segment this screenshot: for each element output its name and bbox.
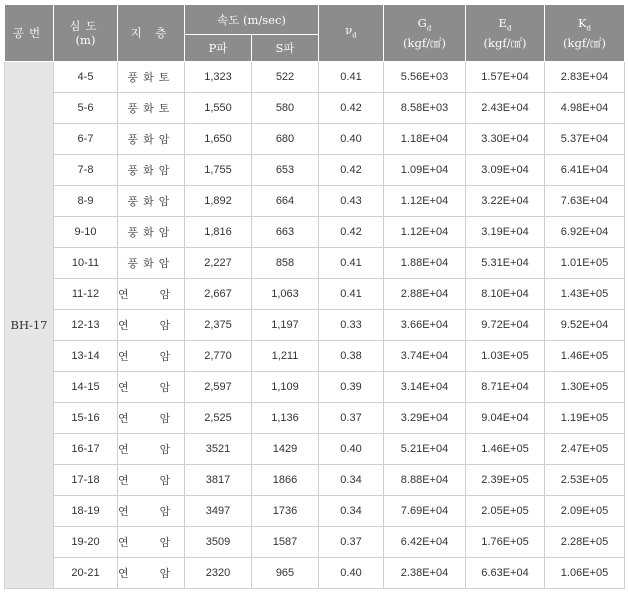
elastic-modulus-cell: 1.57E+04 xyxy=(466,62,545,93)
p-velocity-cell: 2,667 xyxy=(185,279,252,310)
elastic-modulus-cell: 3.09E+04 xyxy=(466,155,545,186)
table-row xyxy=(5,558,625,589)
dynamic-properties-table xyxy=(4,4,625,589)
bulk-modulus-cell: 2.28E+05 xyxy=(545,527,625,558)
bulk-modulus-cell: 7.63E+04 xyxy=(545,186,625,217)
p-velocity-cell: 3509 xyxy=(185,527,252,558)
header-bulk-modulus: $K_d$ (kgf/㎠) xyxy=(545,5,625,62)
poisson-ratio-cell: 0.41 xyxy=(319,279,384,310)
stratum-cell: 연 암 xyxy=(118,527,185,558)
borehole-id: BH-17 xyxy=(5,62,54,589)
p-velocity-cell: 1,816 xyxy=(185,217,252,248)
elastic-modulus-cell: 2.05E+05 xyxy=(466,496,545,527)
s-velocity-cell: 680 xyxy=(252,124,319,155)
s-velocity-cell: 580 xyxy=(252,93,319,124)
stratum-cell: 연 암 xyxy=(118,558,185,589)
stratum-cell: 연 암 xyxy=(118,310,185,341)
table-row xyxy=(5,62,625,93)
stratum-cell: 풍화토 xyxy=(118,93,185,124)
p-velocity-cell: 2,770 xyxy=(185,341,252,372)
table-row xyxy=(5,527,625,558)
stratum-cell: 풍화암 xyxy=(118,124,185,155)
bulk-modulus-cell: 6.92E+04 xyxy=(545,217,625,248)
stratum-cell: 연 암 xyxy=(118,465,185,496)
s-velocity-cell: 1,197 xyxy=(252,310,319,341)
table-row xyxy=(5,465,625,496)
elastic-modulus-cell: 1.76E+05 xyxy=(466,527,545,558)
elastic-modulus-cell: 8.71E+04 xyxy=(466,372,545,403)
p-velocity-cell: 2320 xyxy=(185,558,252,589)
p-velocity-cell: 3817 xyxy=(185,465,252,496)
header-poisson: $\nu_d$ xyxy=(319,5,384,62)
depth-cell: 6-7 xyxy=(54,124,118,155)
s-velocity-cell: 653 xyxy=(252,155,319,186)
p-velocity-cell: 2,525 xyxy=(185,403,252,434)
s-velocity-cell: 1,211 xyxy=(252,341,319,372)
shear-modulus-cell: 3.66E+04 xyxy=(384,310,466,341)
elastic-modulus-cell: 9.04E+04 xyxy=(466,403,545,434)
shear-modulus-cell: 8.88E+04 xyxy=(384,465,466,496)
stratum-cell: 풍화암 xyxy=(118,155,185,186)
shear-modulus-cell: 2.88E+04 xyxy=(384,279,466,310)
poisson-ratio-cell: 0.43 xyxy=(319,186,384,217)
depth-cell: 12-13 xyxy=(54,310,118,341)
shear-modulus-cell: 1.88E+04 xyxy=(384,248,466,279)
depth-cell: 5-6 xyxy=(54,93,118,124)
stratum-cell: 풍화암 xyxy=(118,248,185,279)
shear-modulus-cell: 8.58E+03 xyxy=(384,93,466,124)
elastic-modulus-cell: 3.19E+04 xyxy=(466,217,545,248)
depth-cell: 13-14 xyxy=(54,341,118,372)
poisson-ratio-cell: 0.38 xyxy=(319,341,384,372)
stratum-cell: 연 암 xyxy=(118,341,185,372)
bulk-modulus-cell: 1.43E+05 xyxy=(545,279,625,310)
s-velocity-cell: 1429 xyxy=(252,434,319,465)
depth-cell: 17-18 xyxy=(54,465,118,496)
bulk-modulus-cell: 2.09E+05 xyxy=(545,496,625,527)
s-velocity-cell: 965 xyxy=(252,558,319,589)
table-row xyxy=(5,279,625,310)
poisson-ratio-cell: 0.41 xyxy=(319,248,384,279)
elastic-modulus-cell: 5.31E+04 xyxy=(466,248,545,279)
depth-cell: 20-21 xyxy=(54,558,118,589)
s-velocity-cell: 858 xyxy=(252,248,319,279)
bulk-modulus-cell: 9.52E+04 xyxy=(545,310,625,341)
s-velocity-cell: 664 xyxy=(252,186,319,217)
s-velocity-cell: 1,063 xyxy=(252,279,319,310)
header-hole: 공번 xyxy=(5,5,54,62)
elastic-modulus-cell: 2.39E+05 xyxy=(466,465,545,496)
p-velocity-cell: 3521 xyxy=(185,434,252,465)
elastic-modulus-cell: 8.10E+04 xyxy=(466,279,545,310)
elastic-modulus-cell: 1.03E+05 xyxy=(466,341,545,372)
table-row xyxy=(5,155,625,186)
depth-cell: 16-17 xyxy=(54,434,118,465)
p-velocity-cell: 2,375 xyxy=(185,310,252,341)
shear-modulus-cell: 3.29E+04 xyxy=(384,403,466,434)
s-velocity-cell: 1866 xyxy=(252,465,319,496)
stratum-cell: 풍화토 xyxy=(118,62,185,93)
shear-modulus-cell: 1.12E+04 xyxy=(384,217,466,248)
elastic-modulus-cell: 3.30E+04 xyxy=(466,124,545,155)
depth-cell: 15-16 xyxy=(54,403,118,434)
poisson-ratio-cell: 0.37 xyxy=(319,527,384,558)
poisson-ratio-cell: 0.41 xyxy=(319,62,384,93)
stratum-cell: 연 암 xyxy=(118,496,185,527)
table-row xyxy=(5,310,625,341)
table-row xyxy=(5,124,625,155)
table-row xyxy=(5,248,625,279)
p-velocity-cell: 1,892 xyxy=(185,186,252,217)
p-velocity-cell: 3497 xyxy=(185,496,252,527)
depth-cell: 7-8 xyxy=(54,155,118,186)
header-velocity: 속도 (m/sec) xyxy=(185,5,319,35)
p-velocity-cell: 1,550 xyxy=(185,93,252,124)
header-elastic-modulus: $E_d$ (kgf/㎠) xyxy=(466,5,545,62)
depth-cell: 14-15 xyxy=(54,372,118,403)
table-body xyxy=(5,62,625,589)
p-velocity-cell: 1,755 xyxy=(185,155,252,186)
bulk-modulus-cell: 2.53E+05 xyxy=(545,465,625,496)
bulk-modulus-cell: 2.83E+04 xyxy=(545,62,625,93)
shear-modulus-cell: 1.09E+04 xyxy=(384,155,466,186)
table-row xyxy=(5,372,625,403)
bulk-modulus-cell: 1.46E+05 xyxy=(545,341,625,372)
poisson-ratio-cell: 0.40 xyxy=(319,434,384,465)
s-velocity-cell: 663 xyxy=(252,217,319,248)
poisson-ratio-cell: 0.40 xyxy=(319,124,384,155)
s-velocity-cell: 1736 xyxy=(252,496,319,527)
shear-modulus-cell: 7.69E+04 xyxy=(384,496,466,527)
p-velocity-cell: 2,227 xyxy=(185,248,252,279)
table-row xyxy=(5,341,625,372)
bulk-modulus-cell: 1.30E+05 xyxy=(545,372,625,403)
header-depth: 심도 (m) xyxy=(54,5,118,62)
s-velocity-cell: 1,109 xyxy=(252,372,319,403)
poisson-ratio-cell: 0.42 xyxy=(319,217,384,248)
bulk-modulus-cell: 1.06E+05 xyxy=(545,558,625,589)
header-shear-modulus: $G_d$ (kgf/㎠) xyxy=(384,5,466,62)
poisson-ratio-cell: 0.34 xyxy=(319,496,384,527)
shear-modulus-cell: 6.42E+04 xyxy=(384,527,466,558)
depth-cell: 8-9 xyxy=(54,186,118,217)
elastic-modulus-cell: 1.46E+05 xyxy=(466,434,545,465)
table-row xyxy=(5,403,625,434)
shear-modulus-cell: 5.21E+04 xyxy=(384,434,466,465)
poisson-ratio-cell: 0.34 xyxy=(319,465,384,496)
bulk-modulus-cell: 2.47E+05 xyxy=(545,434,625,465)
depth-cell: 18-19 xyxy=(54,496,118,527)
table-row xyxy=(5,93,625,124)
bulk-modulus-cell: 1.19E+05 xyxy=(545,403,625,434)
elastic-modulus-cell: 3.22E+04 xyxy=(466,186,545,217)
poisson-ratio-cell: 0.39 xyxy=(319,372,384,403)
stratum-cell: 연 암 xyxy=(118,403,185,434)
p-velocity-cell: 1,650 xyxy=(185,124,252,155)
shear-modulus-cell: 1.18E+04 xyxy=(384,124,466,155)
table-row xyxy=(5,434,625,465)
s-velocity-cell: 1587 xyxy=(252,527,319,558)
shear-modulus-cell: 3.74E+04 xyxy=(384,341,466,372)
p-velocity-cell: 1,323 xyxy=(185,62,252,93)
header-p-wave: P파 xyxy=(185,35,252,62)
table-row xyxy=(5,186,625,217)
s-velocity-cell: 522 xyxy=(252,62,319,93)
poisson-ratio-cell: 0.42 xyxy=(319,155,384,186)
stratum-cell: 풍화암 xyxy=(118,217,185,248)
bulk-modulus-cell: 6.41E+04 xyxy=(545,155,625,186)
elastic-modulus-cell: 6.63E+04 xyxy=(466,558,545,589)
poisson-ratio-cell: 0.33 xyxy=(319,310,384,341)
depth-cell: 10-11 xyxy=(54,248,118,279)
p-velocity-cell: 2,597 xyxy=(185,372,252,403)
shear-modulus-cell: 2.38E+04 xyxy=(384,558,466,589)
poisson-ratio-cell: 0.37 xyxy=(319,403,384,434)
depth-cell: 4-5 xyxy=(54,62,118,93)
header-stratum: 지 층 xyxy=(118,5,185,62)
elastic-modulus-cell: 9.72E+04 xyxy=(466,310,545,341)
shear-modulus-cell: 5.56E+03 xyxy=(384,62,466,93)
poisson-ratio-cell: 0.42 xyxy=(319,93,384,124)
stratum-cell: 연 암 xyxy=(118,434,185,465)
stratum-cell: 연 암 xyxy=(118,279,185,310)
s-velocity-cell: 1,136 xyxy=(252,403,319,434)
depth-cell: 9-10 xyxy=(54,217,118,248)
bulk-modulus-cell: 5.37E+04 xyxy=(545,124,625,155)
depth-cell: 19-20 xyxy=(54,527,118,558)
header-s-wave: S파 xyxy=(252,35,319,62)
bulk-modulus-cell: 1.01E+05 xyxy=(545,248,625,279)
elastic-modulus-cell: 2.43E+04 xyxy=(466,93,545,124)
poisson-ratio-cell: 0.40 xyxy=(319,558,384,589)
shear-modulus-cell: 3.14E+04 xyxy=(384,372,466,403)
depth-cell: 11-12 xyxy=(54,279,118,310)
shear-modulus-cell: 1.12E+04 xyxy=(384,186,466,217)
stratum-cell: 풍화암 xyxy=(118,186,185,217)
bulk-modulus-cell: 4.98E+04 xyxy=(545,93,625,124)
stratum-cell: 연 암 xyxy=(118,372,185,403)
table-row xyxy=(5,217,625,248)
table-row xyxy=(5,496,625,527)
